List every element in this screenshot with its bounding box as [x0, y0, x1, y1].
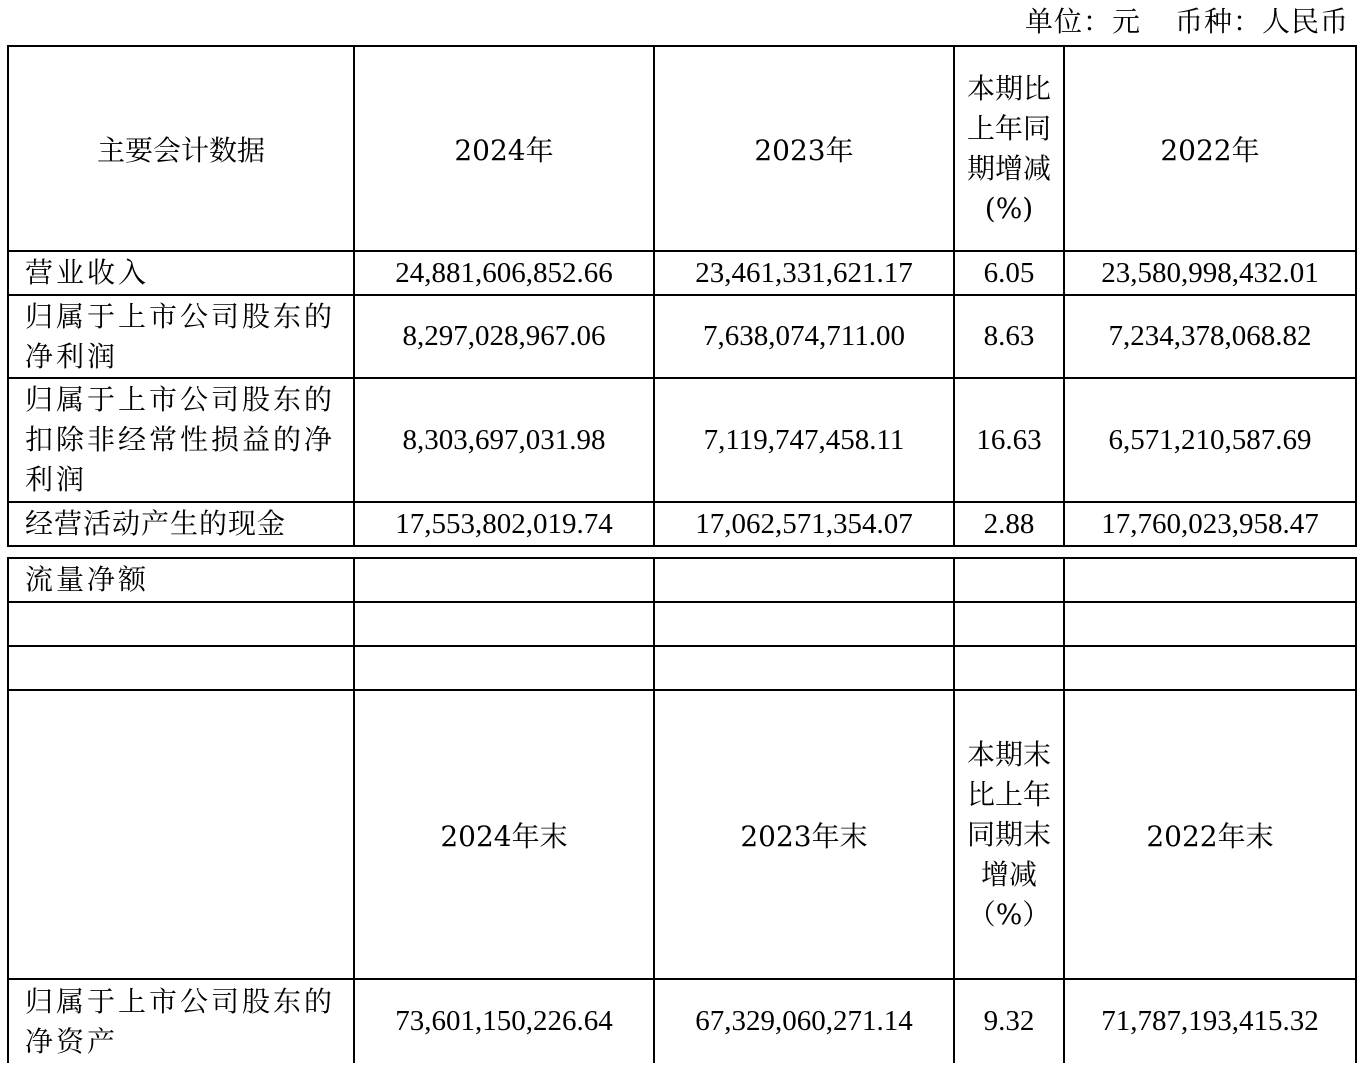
empty-cell	[654, 558, 954, 602]
accounting-data-table	[7, 45, 1357, 547]
value-change: 2.88	[954, 502, 1064, 546]
empty-cell	[8, 602, 354, 646]
value-2024: 24,881,606,852.66	[354, 251, 654, 295]
value-2022: 17,760,023,958.47	[1064, 502, 1356, 546]
empty-cell	[654, 646, 954, 690]
continuation-row	[8, 558, 1356, 602]
value-2023: 23,461,331,621.17	[654, 251, 954, 295]
table-row	[8, 502, 1356, 546]
value-2024: 17,553,802,019.74	[354, 502, 654, 546]
value-2022: 71,787,193,415.32	[1064, 979, 1356, 1063]
row-label: 归属于上市公司股东的净利润	[8, 295, 354, 378]
empty-cell	[1064, 646, 1356, 690]
value-change: 8.63	[954, 295, 1064, 378]
currency-label: 币种：人民币	[1174, 5, 1349, 38]
value-2023: 17,062,571,354.07	[654, 502, 954, 546]
header-2024: 2024年	[354, 46, 654, 251]
header-row	[8, 46, 1356, 251]
header-item: 主要会计数据	[8, 46, 354, 251]
header-item	[8, 690, 354, 979]
empty-cell	[954, 602, 1064, 646]
value-2024: 8,303,697,031.98	[354, 378, 654, 502]
continuation-label: 流量净额	[8, 558, 354, 602]
header-2022-end: 2022年末	[1064, 690, 1356, 979]
header-2022: 2022年	[1064, 46, 1356, 251]
empty-cell	[954, 558, 1064, 602]
header-2024-end: 2024年末	[354, 690, 654, 979]
net-assets-table	[7, 557, 1357, 1063]
empty-cell	[8, 646, 354, 690]
value-change: 9.32	[954, 979, 1064, 1063]
empty-cell	[954, 646, 1064, 690]
unit-currency-note	[1025, 2, 1349, 42]
empty-row	[8, 646, 1356, 690]
empty-cell	[354, 558, 654, 602]
table-row	[8, 378, 1356, 502]
table-row	[8, 979, 1356, 1063]
row-label: 营业收入	[8, 251, 354, 295]
row-label: 经营活动产生的现金	[8, 502, 354, 546]
empty-cell	[1064, 558, 1356, 602]
row-label: 归属于上市公司股东的净资产	[8, 979, 354, 1063]
value-2024: 8,297,028,967.06	[354, 295, 654, 378]
value-2022: 23,580,998,432.01	[1064, 251, 1356, 295]
table-row	[8, 295, 1356, 378]
header-2023: 2023年	[654, 46, 954, 251]
row-label: 归属于上市公司股东的扣除非经常性损益的净利润	[8, 378, 354, 502]
empty-cell	[354, 602, 654, 646]
value-2023: 7,638,074,711.00	[654, 295, 954, 378]
value-2023: 67,329,060,271.14	[654, 979, 954, 1063]
value-change: 16.63	[954, 378, 1064, 502]
empty-cell	[354, 646, 654, 690]
empty-cell	[654, 602, 954, 646]
table-row	[8, 251, 1356, 295]
value-2024: 73,601,150,226.64	[354, 979, 654, 1063]
value-change: 6.05	[954, 251, 1064, 295]
empty-cell	[1064, 602, 1356, 646]
value-2022: 7,234,378,068.82	[1064, 295, 1356, 378]
header-row	[8, 690, 1356, 979]
header-2023-end: 2023年末	[654, 690, 954, 979]
unit-label: 单位：元	[1024, 5, 1141, 38]
value-2023: 7,119,747,458.11	[654, 378, 954, 502]
header-change: 本期比上年同期增减(%)	[954, 46, 1064, 251]
header-change: 本期末比上年同期末增减（%）	[954, 690, 1064, 979]
empty-row	[8, 602, 1356, 646]
value-2022: 6,571,210,587.69	[1064, 378, 1356, 502]
